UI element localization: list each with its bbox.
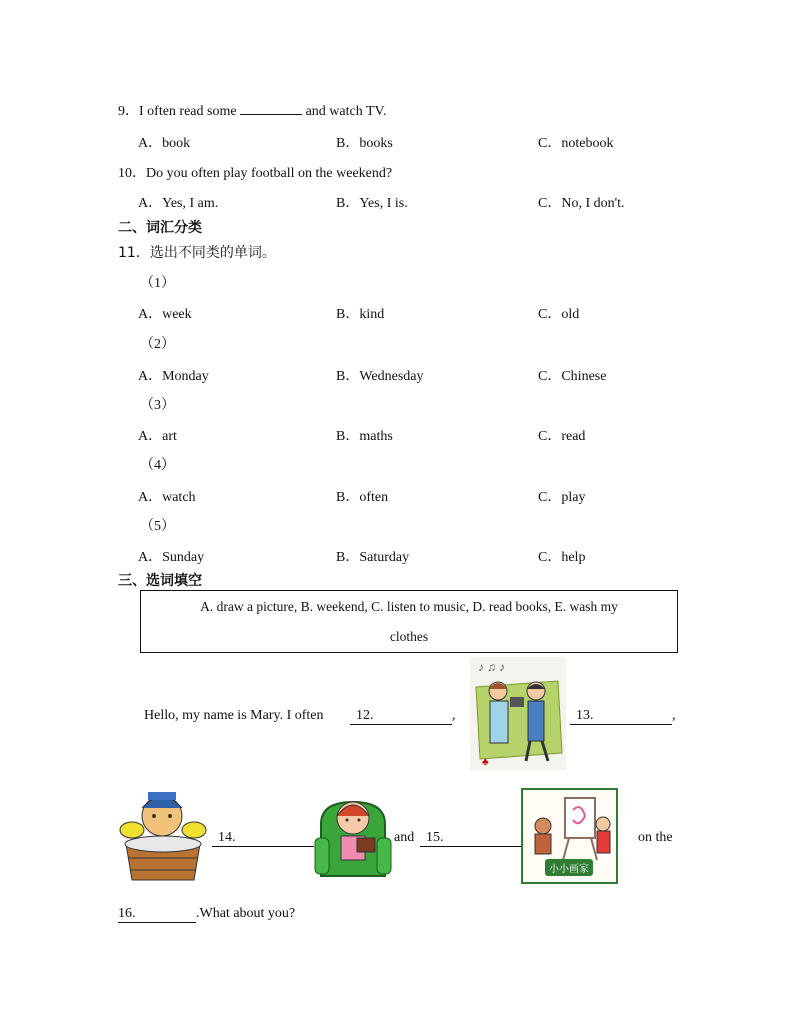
group-3-label: （3） (140, 398, 175, 413)
wash-clothes-picture (118, 786, 208, 884)
blank-14[interactable]: 14. (212, 830, 314, 847)
group-3-option-b[interactable]: B．maths (336, 429, 393, 444)
read-books-picture (313, 784, 393, 886)
group-1-option-a[interactable]: A．week (138, 307, 192, 322)
q9-option-a[interactable]: A．book (138, 136, 191, 151)
group-1-label: （1） (140, 276, 175, 291)
svg-text:♣: ♣ (482, 757, 489, 768)
passage-on-the: on the (638, 830, 673, 845)
draw-picture-poster (521, 788, 618, 884)
group-2-label: （2） (140, 337, 175, 352)
q9-stem: 9．I often read some and watch TV. (118, 100, 386, 120)
q11-stem: 11．选出不同类的单词。 (118, 245, 276, 261)
group-4-label: （4） (140, 458, 175, 473)
q9-option-b[interactable]: B．books (336, 136, 393, 151)
q10-stem: 10．Do you often play football on the weekend? (118, 166, 393, 181)
group-4-option-a[interactable]: A．watch (138, 490, 196, 505)
word-bank-box (140, 590, 678, 653)
painter-caption: 小小画家 (545, 859, 593, 876)
q10-option-c[interactable]: C．No, I don't. (538, 196, 625, 211)
group-1-option-b[interactable]: B．kind (336, 307, 385, 322)
blank-16[interactable]: 16. (118, 906, 196, 923)
q10-option-a[interactable]: A．Yes, I am. (138, 196, 219, 211)
blank-16-line: 16. .What about you? (118, 906, 296, 921)
group-5-option-a[interactable]: A．Sunday (138, 550, 205, 565)
q10-option-b[interactable]: B．Yes, I is. (336, 196, 408, 211)
word-bank-line-2: clothes (389, 629, 429, 644)
blank-12[interactable]: 12. , (350, 708, 456, 725)
blank-15[interactable]: 15. (420, 830, 522, 847)
group-3-option-a[interactable]: A．art (138, 429, 177, 444)
group-4-option-c[interactable]: C．play (538, 490, 586, 505)
group-2-option-c[interactable]: C．Chinese (538, 369, 607, 384)
group-2-option-b[interactable]: B．Wednesday (336, 369, 424, 384)
group-4-option-b[interactable]: B．often (336, 490, 389, 505)
q9-option-c[interactable]: C．notebook (538, 136, 614, 151)
group-5-label: （5） (140, 519, 175, 534)
painter-illustration (523, 790, 616, 866)
q9-blank[interactable] (240, 100, 302, 115)
group-3-option-c[interactable]: C．read (538, 429, 586, 444)
group-5-option-c[interactable]: C．help (538, 550, 586, 565)
section2-heading: 二、词汇分类 (118, 220, 202, 236)
passage-and: and (394, 830, 415, 845)
passage-intro: Hello, my name is Mary. I often (144, 708, 324, 723)
blank-13[interactable]: 13. , (570, 708, 676, 725)
svg-text:♪ ♫ ♪: ♪ ♫ ♪ (478, 660, 505, 674)
listen-to-music-picture (470, 657, 566, 770)
group-2-option-a[interactable]: A．Monday (138, 369, 209, 384)
word-bank-line-1: A. draw a picture, B. weekend, C. listen to music, D. read books, E. wash my (200, 599, 618, 614)
group-1-option-c[interactable]: C．old (538, 307, 580, 322)
section3-heading: 三、选词填空 (118, 573, 202, 589)
group-5-option-b[interactable]: B．Saturday (336, 550, 410, 565)
